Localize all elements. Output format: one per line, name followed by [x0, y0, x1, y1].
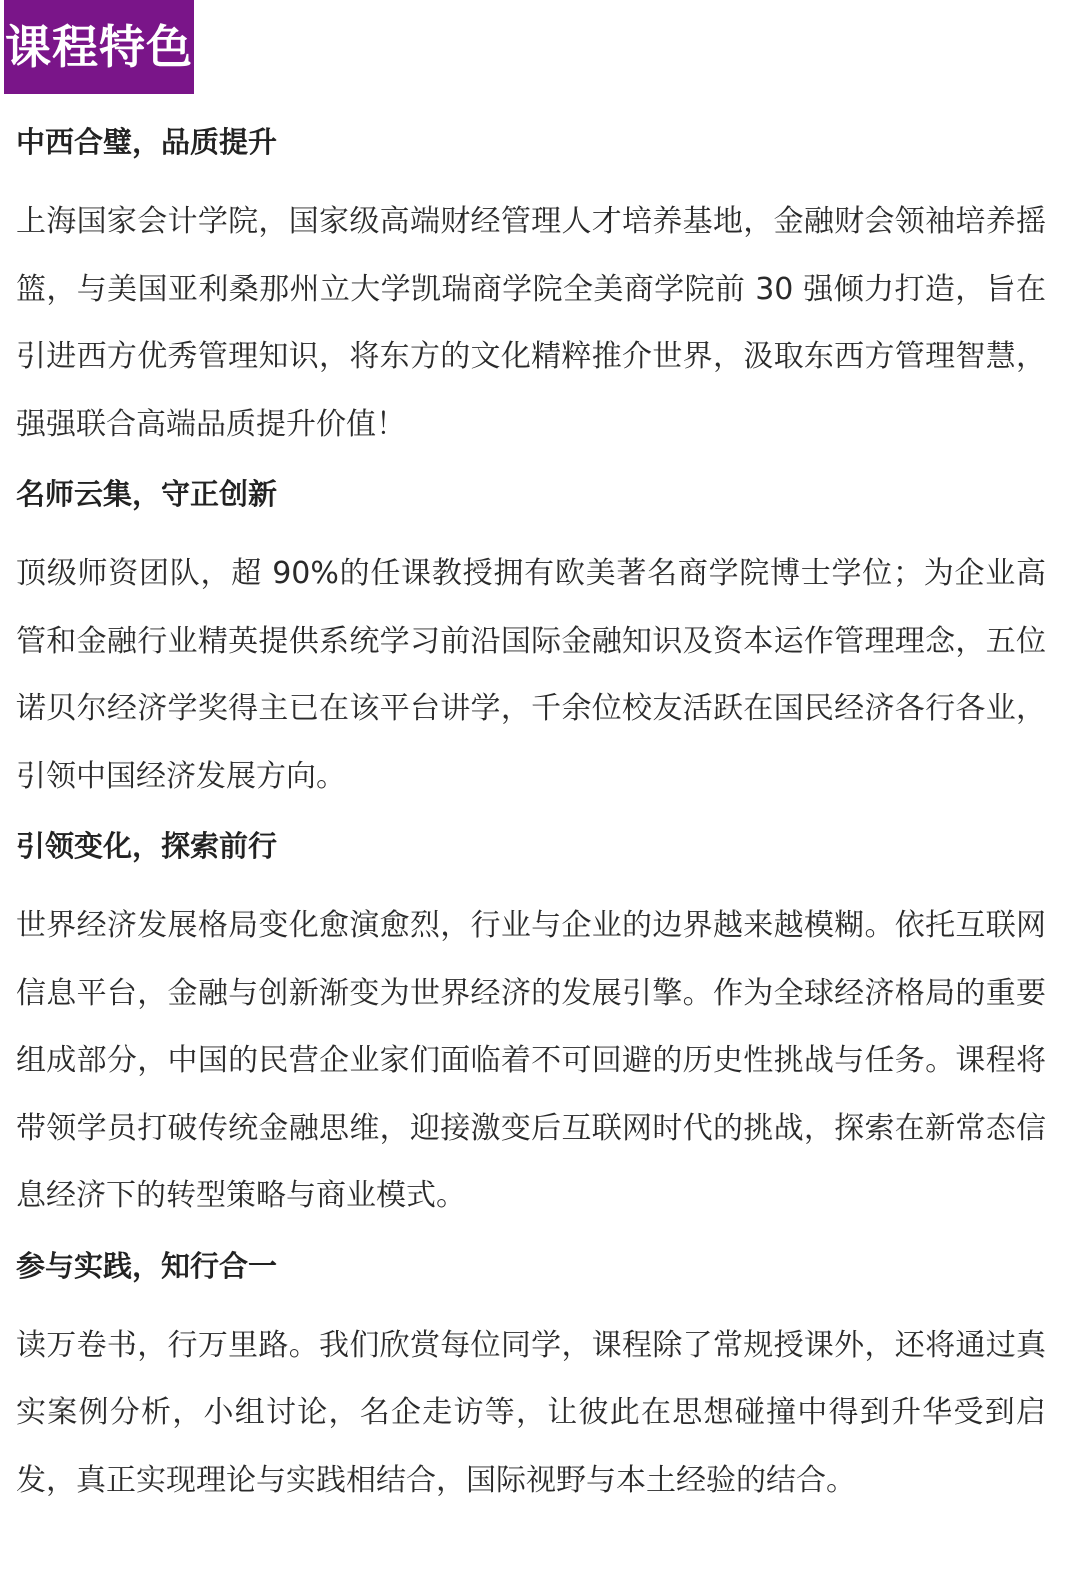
page-title: 课程特色 — [4, 0, 194, 94]
section-body: 读万卷书，行万里路。我们欣赏每位同学，课程除了常规授课外，还将通过真实案例分析，小组讨论，名企走访等，让彼此在思想碰撞中得到升华受到启发，真正实现理论与实践相结合，国际视野与本土经验的结合。 — [16, 1327, 1046, 1498]
section-3 — [16, 816, 1046, 1230]
article-content — [16, 112, 1046, 1520]
section-heading: 引领变化，探索前行 — [16, 829, 278, 863]
section-heading: 中西合璧，品质提升 — [16, 125, 278, 159]
section-4 — [16, 1236, 1046, 1515]
section-1 — [16, 112, 1046, 458]
section-body: 上海国家会计学院，国家级高端财经管理人才培养基地，金融财会领袖培养摇篮，与美国亚利桑那州立大学凯瑞商学院全美商学院前 30 强倾力打造，旨在引进西方优秀管理知识，将东方的文化精粹推介世界，汲取东西方管理智慧，强强联合高端品质提升价值！ — [16, 204, 1046, 442]
section-body: 顶级师资团队，超 90%的任课教授拥有欧美著名商学院博士学位；为企业高管和金融行业精英提供系统学习前沿国际金融知识及资本运作管理理念，五位诺贝尔经济学奖得主已在该平台讲学，千余位校友活跃在国民经济各行各业，引领中国经济发展方向。 — [16, 556, 1046, 794]
section-heading: 参与实践，知行合一 — [16, 1248, 278, 1283]
section-heading: 名师云集，守正创新 — [16, 477, 278, 511]
section-body: 世界经济发展格局变化愈演愈烈，行业与企业的边界越来越模糊。依托互联网信息平台，金融与创新渐变为世界经济的发展引擎。作为全球经济格局的重要组成部分，中国的民营企业家们面临着不可回避的历史性挑战与任务。课程将带领学员打破传统金融思维，迎接激变后互联网时代的挑战，探索在新常态信息经济下的转型策略与商业模式。 — [16, 908, 1046, 1213]
section-2 — [16, 464, 1046, 810]
